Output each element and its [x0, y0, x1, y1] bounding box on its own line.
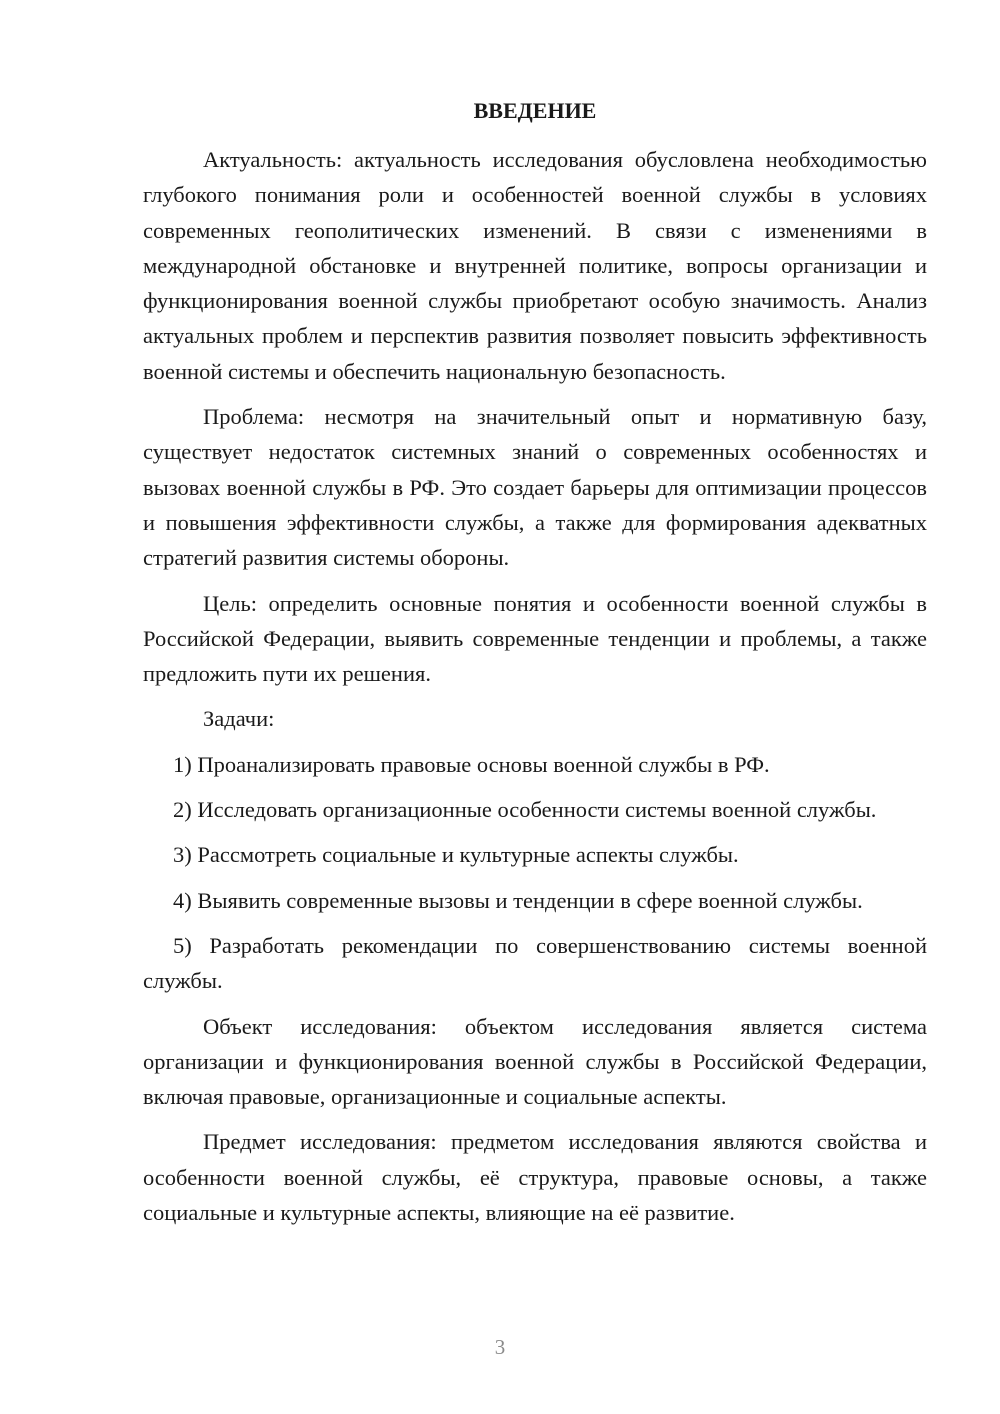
page-title: ВВЕДЕНИЕ: [473, 98, 597, 123]
paragraph-problem: Проблема: несмотря на значительный опыт и нормативную базу, существует недостаток системных знаний о современных особенностях и вызовах военной службы в РФ. Это создает барьеры для оптимизации процессов и повышения эффективности службы, а также для формирования адекватных стратегий развития системы обороны.: [143, 404, 927, 571]
task-item-5: 5) Разработать рекомендации по совершенствованию системы военной службы.: [143, 932, 927, 994]
task-item-2: 2) Исследовать организационные особенности системы военной службы.: [173, 797, 877, 823]
paragraph-relevance: Актуальность: актуальность исследования обусловлена необходимостью глубокого понимания роли и особенностей военной службы в условиях современных геополитических изменений. В связи с изменениями в международной обстановке и внутренней политике, вопросы организации и функционирования военной службы приобретают особую значимость. Анализ актуальных проблем и перспектив развития позволяет повысить эффективность военной системы и обеспечить национальную безопасность.: [143, 147, 927, 384]
paragraph-object: Объект исследования: объектом исследования является система организации и функционирования военной службы в Российской Федерации, включая правовые, организационные и социальные аспекты.: [143, 1013, 927, 1110]
page-number: 3: [494, 1335, 506, 1359]
task-item-4: 4) Выявить современные вызовы и тенденции в сфере военной службы.: [173, 887, 863, 913]
task-item-1: 1) Проанализировать правовые основы военной службы в РФ.: [173, 751, 770, 777]
tasks-heading: Задачи:: [203, 706, 275, 732]
task-item-3: 3) Рассмотреть социальные и культурные аспекты службы.: [173, 842, 739, 868]
document-body: [143, 142, 927, 1240]
paragraph-goal: Цель: определить основные понятия и особенности военной службы в Российской Федерации, выявить современные тенденции и проблемы, а также предложить пути их решения.: [143, 590, 927, 687]
paragraph-subject: Предмет исследования: предметом исследования являются свойства и особенности военной службы, её структура, правовые основы, а также социальные и культурные аспекты, влияющие на её развитие.: [143, 1129, 927, 1226]
